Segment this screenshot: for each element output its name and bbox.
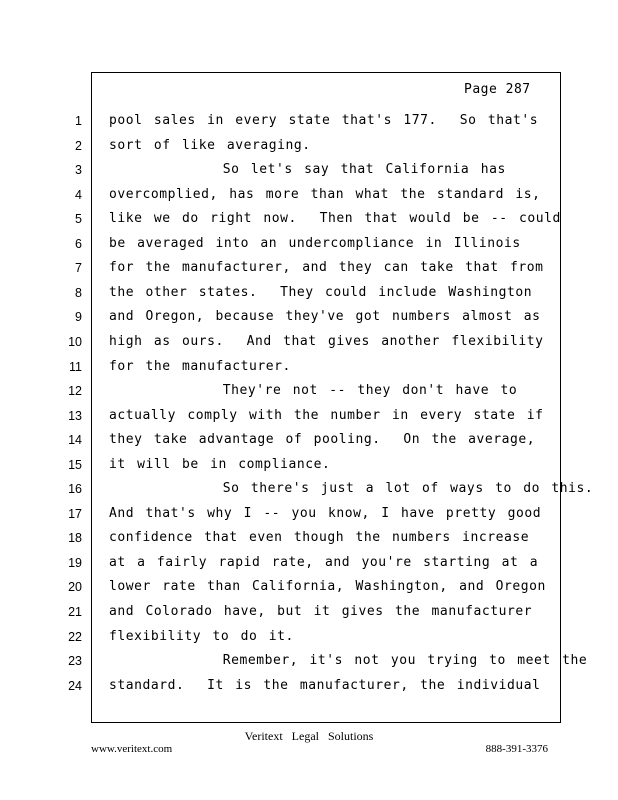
line-text: and Colorado have, but it gives the manufacturer: [109, 604, 533, 619]
line-number: 18: [68, 531, 82, 545]
line-text: Remember, it's not you trying to meet the: [109, 653, 588, 668]
line-number: 20: [68, 580, 82, 594]
line-text: for the manufacturer, and they can take that from: [109, 260, 544, 275]
line-number: 4: [75, 188, 82, 202]
line-text: it will be in compliance.: [109, 457, 331, 472]
line-text: So let's say that California has: [109, 162, 506, 177]
line-number: 14: [68, 433, 82, 447]
line-text: So there's just a lot of ways to do this.: [109, 481, 594, 496]
line-number: 10: [68, 335, 82, 349]
line-text: high as ours. And that gives another flexibility: [109, 334, 544, 349]
line-text: like we do right now. Then that would be -- could: [109, 211, 561, 226]
line-number: 5: [75, 212, 82, 226]
line-number: 23: [68, 654, 82, 668]
line-number: 22: [68, 630, 82, 644]
line-number: 21: [68, 605, 82, 619]
line-text: flexibility to do it.: [109, 629, 294, 644]
line-number: 12: [68, 384, 82, 398]
footer-company: Veritext Legal Solutions: [244, 729, 374, 743]
line-text: standard. It is the manufacturer, the individual: [109, 678, 541, 693]
line-text: at a fairly rapid rate, and you're starting at a: [109, 555, 539, 570]
line-text: and Oregon, because they've got numbers almost as: [109, 309, 541, 324]
line-number: 2: [75, 139, 82, 153]
line-number: 16: [68, 482, 82, 496]
line-text: And that's why I -- you know, I have pretty good: [109, 506, 542, 521]
line-text: confidence that even though the numbers increase: [109, 530, 530, 545]
page-number: Page 287: [464, 82, 531, 97]
line-text: for the manufacturer.: [109, 359, 291, 374]
line-text: actually comply with the number in every state if: [109, 408, 544, 423]
line-number: 8: [75, 286, 82, 300]
line-text: overcomplied, has more than what the standard is,: [109, 187, 541, 202]
line-text: pool sales in every state that's 177. So that's: [109, 113, 539, 128]
line-text: They're not -- they don't have to: [109, 383, 518, 398]
line-number: 3: [75, 163, 82, 177]
footer-website: www.veritext.com: [91, 743, 173, 755]
line-text: sort of like averaging.: [109, 138, 311, 153]
line-number: 17: [68, 507, 82, 521]
line-number: 9: [75, 310, 82, 324]
footer-phone: 888-391-3376: [485, 743, 548, 755]
line-number: 7: [75, 261, 82, 275]
line-number: 13: [68, 409, 82, 423]
line-number: 6: [75, 237, 82, 251]
line-text: they take advantage of pooling. On the average,: [109, 432, 536, 447]
line-number: 19: [68, 556, 82, 570]
line-text: lower rate than California, Washington, and Oregon: [109, 579, 546, 594]
line-number: 15: [68, 458, 82, 472]
line-text: be averaged into an undercompliance in Illinois: [109, 236, 521, 251]
line-number: 24: [68, 679, 82, 693]
line-text: the other states. They could include Washington: [109, 285, 533, 300]
line-number: 1: [75, 114, 82, 128]
line-number: 11: [69, 360, 82, 374]
